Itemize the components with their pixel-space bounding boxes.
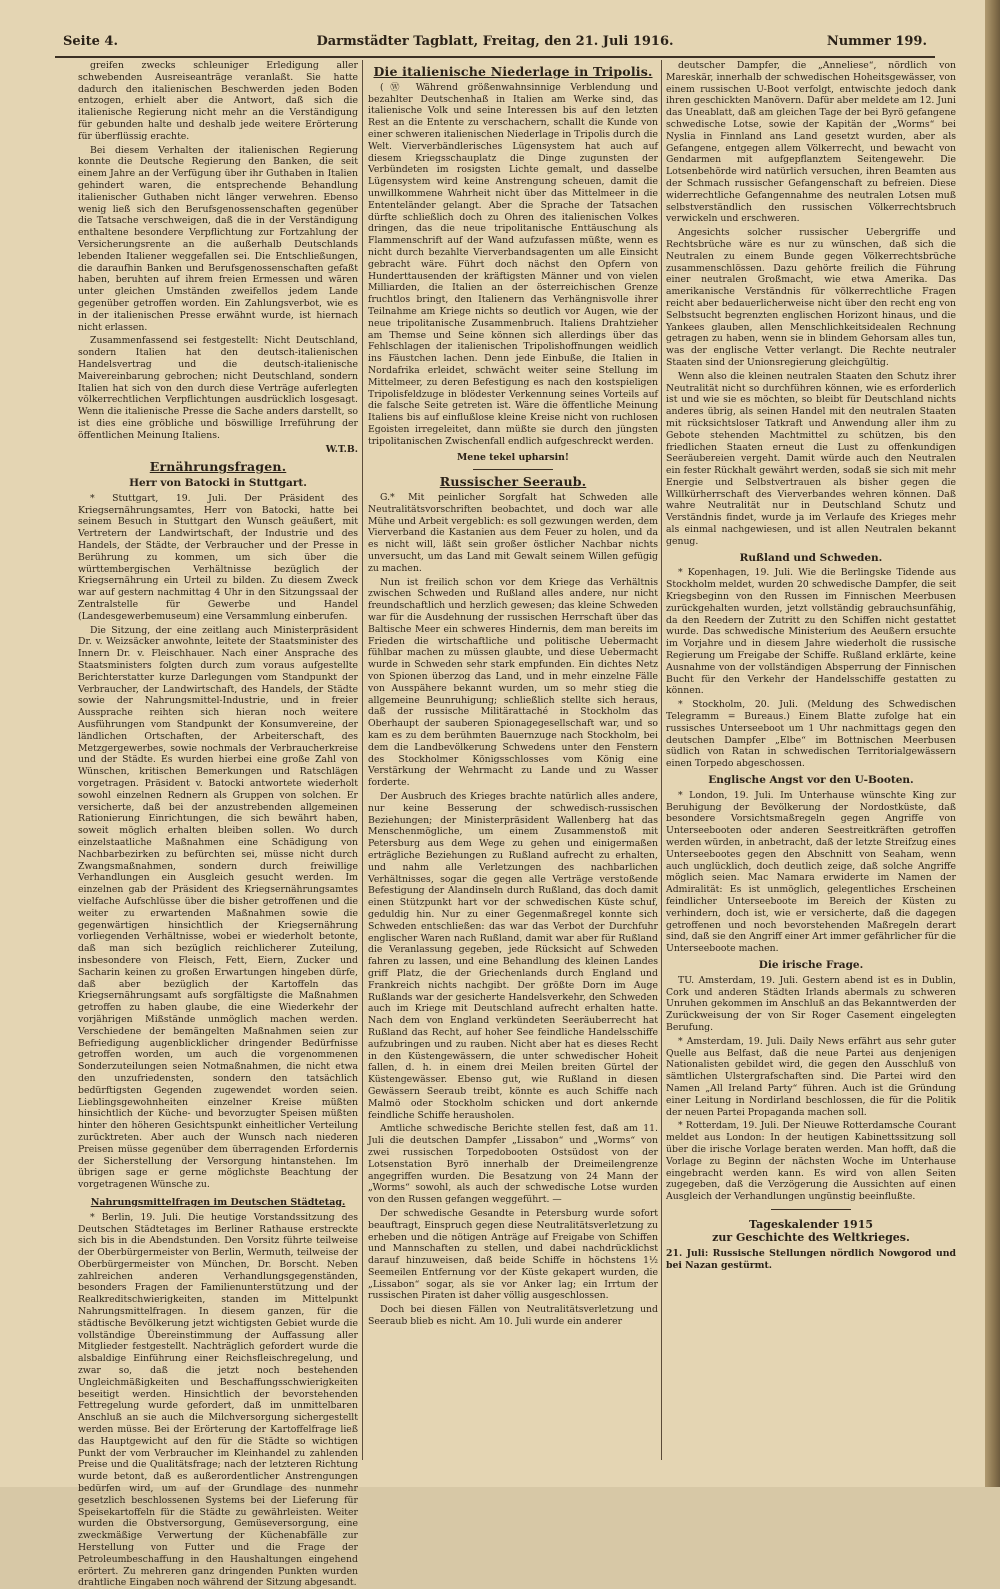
article-paragraph: * London, 19. Juli. Im Unterhause wünschte King zur Beruhigung der Bevölkerung der Nordostküste, daß besondere Vorsichtsmaßregeln gegen Angriffe von Unterseebooten oder anderen Seestreitkräften getroffen werden würden, in anbetracht, daß der letzte Streifzug eines Unterseebootes gegen den Abschnitt von Seaham, wenn auch unglücklich, doch deutlich zeige, daß solche Angriffe möglich seien. Mac Namara erwiderte im Namen der Admiralität: Es ist unmöglich, gelegentliches Erscheinen feindlicher Unterseeboote im Bereich der Küsten zu verhindern, doch ist, wie er versicherte, daß die dagegen getroffenen und noch bevorstehenden Maßregeln derart sind, daß sie den Angriff einer Art immer gefährlicher für die Unterseeboote machen. xyxy=(666,789,956,955)
article-paragraph: (Ⓦ Während größenwahnsinnige Verblendung und bezahlter Deutschenhaß in Italien am Werke sind, das italienische Volk und seine Interessen bis auf den letzten Rest an die Entente zu verschachern, schallt die Kunde von einer schweren italienischen Niederlage in Tripolis durch die Welt. Vierverbändlerisches Lügensystem hat auch auf diesem Kriegsschauplatz die Dinge zugunsten der Verbündeten im rosigsten Lichte gemalt, und dasselbe Lügensystem wird keine Anstrengung scheuen, damit die unwillkommene Wahrheit nicht über das Mittelmeer in die Ententeländer gelangt. Aber die Sprache der Tatsachen dürfte schließlich doch zu Ohren des italienischen Volkes dringen, das die neue tripolitanische Enttäuschung als Flammenschrift auf der Wand aufzufassen müßte, wenn es nicht durch bezahlte Vierverbandsagenten um alle Einsicht gebracht wäre. Führt doch nächst den Opfern von Hunderttausenden der kräftigsten Männer und von vielen Milliarden, die Italien an der österreichischen Grenze fruchtlos bringt, den Italienern das Verhängnisvolle ihrer Teilnahme am Kriege nichts so deutlich vor Augen, wie der neue tripolitanische Zusammenbruch. Italiens Drahtzieher am Themse und Seine können sich allerdings über das Fehlschlagen der italienischen Tripolishoffnungen weidlich ins Fäustchen lachen. Denn jede Einbuße, die Italien in Nordafrika erleidet, schwächt weiter seine Stellung im Mittelmeer, zu deren Befestigung es nach den kostspieligen Tripolisfeldzuge in blödester Verkennung seines Vorteils auf die falsche Seite getreten ist. Wäre die öffentliche Meinung Italiens bis auf einflußlose kleine Kreise nicht von ruchlosen Egoisten irregeleitet, dann müßte sie durch den jüngsten tripolitanischen Zwischenfall endlich aufgeschreckt werden. xyxy=(368,81,658,447)
article-paragraph: Die Sitzung, der eine zeitlang auch Ministerpräsident Dr. v. Weizsäcker anwohnte, leitete der Staatsminister des Innern Dr. v. Fleischhauer. Nach einer Ansprache des Staatsministers folgten durch zum voraus aufgestellte Berichterstatter kurze Darlegungen vom Standpunkt der Verbraucher, der Landwirtschaft, des Handels, der Städte sowie der Nahrungsmittel-Industrie, und in freier Aussprache reihten sich hieran noch weitere Ausführungen vom Standpunkt der Konsumvereine, der ländlichen Ortschaften, der Arbeiterschaft, des Metzgergewerbes, sowie nochmals der Verbraucherkreise und der Städte. Es wurden hierbei eine große Zahl von Wünschen, kritischen Bemerkungen und Ratschlägen vorgetragen. Präsident v. Batocki antwortete wiederholt sowohl einzelnen Rednern als Gruppen von solchen. Er versicherte, daß bei der anzustrebenden allgemeinen Rationierung Einrichtungen, die sich bewährt haben, soweit möglich erhalten bleiben sollen. Wo durch einzelstaatliche Maßnahmen eine Schädigung von Nachbarbezirken zu befürchten sei, müsse nicht durch Zwangsmaßnahmen, sondern durch freiwillige Verhandlungen ein Ausgleich gesucht werden. Im einzelnen gab der Präsident des Kriegsernährungsamtes vielfache Aufschlüsse über die bisher getroffenen und die weiter zu erwartenden Maßnahmen sowie die gegenwärtigen hinsichtlich der Kriegsernährung vorliegenden Verhältnisse, wobei er wiederholt betonte, daß man sich bezüglich reichlicherer Zuteilung, insbesondere von Fleisch, Fett, Eiern, Zucker und Sacharin keinen zu großen Erwartungen hingeben dürfe, daß aber bezüglich der Kartoffeln das Kriegsernährungsamt aufs sorgfältigste die Maßnahmen getroffen zu haben glaube, die eine Wiederkehr der vorjährigen Mißstände unmöglich machen werden. Verschiedene der bemängelten Maßnahmen seien zur Befriedigung augenblicklicher dringender Bedürfnisse getroffen worden, um auch die vorgenommenen Sonderzuteilungen seien Notmaßnahmen, die nicht etwa den unzufriedensten, sondern den tatsächlich bedürftigsten Gegenden zugewendet worden seien. Lieblingsgewohnheiten einzelner Kreise müßten hinsichtlich der Küche- und bevorzugter Speisen müßten hinter den höheren Gesichtspunkt einheitlicher Verteilung zurücktreten. Aber auch der Wunsch nach niederen Preisen müsse gegenüber dem überragenden Erfordernis der Sicherstellung der Versorgung hintanstehen. Im übrigen sage er gerne möglichste Beachtung der vorgetragenen Wünsche zu. xyxy=(78,624,358,1191)
article-paragraph: * Berlin, 19. Juli. Die heutige Vorstandssitzung des Deutschen Städtetages im Berliner Rathause erstreckte sich bis in die Abendstunden. Den Vorsitz führte teilweise der Oberbürgermeister von Berlin, Wermuth, teilweise der Oberbürgermeister von München, Dr. Borscht. Neben zahlreichen anderen Verhandlungsgegenständen, besonders Fragen der Familienunterstützung und der Realkreditschwierigkeiten, standen im Mittelpunkt Nahrungsmittelfragen. In diesem ganzen, für die städtische Bevölkerung jetzt wichtigsten Gebiet wurde die vollständige Übereinstimmung der Auffassung aller Mitglieder festgestellt. Nachträglich gefordert wurde die alsbaldige Einführung einer Reichsfleischregelung, und zwar so, daß die jetzt noch bestehenden Ungleichmäßigkeiten und Beschaffungsschwierigkeiten beseitigt werden. Hinsichtlich der bevorstehenden Fettregelung wurde gefordert, daß im unmittelbaren Anschluß an sie auch die Milchversorgung sichergestellt werden müsse. Bei der Erörterung der Kartoffelfrage ließ das Hauptgewicht auf den für die Städte so wichtigen Punkt der vom Verbraucher im Kleinhandel zu zahlenden Preise und die Qualitätsfrage; nach der letzteren Richtung wurde betont, daß es außerordentlicher Anstrengungen bedürfen wird, um auf der Grundlage des nunmehr gesetzlich beschlossenen Systems bei der Lieferung für Speisekartoffeln für die Städte zu gewährleisten. Weiter wurden die Obstversorgung, Gemüseversorgung, eine zweckmäßige Verwertung der Küchenabfälle zur Herstellung von Futter und die Frage der Petroleumbeschaffung in den Haushaltungen eingehend erörtert. Zu mehreren ganz dringenden Punkten wurden drahtliche Eingaben noch während der Sitzung abgesandt. xyxy=(78,1211,358,1589)
article-paragraph: Bei diesem Verhalten der italienischen Regierung konnte die Deutsche Regierung den Banken, die seit einem Jahre an der Verfügung über ihr Guthaben in Italien gehindert waren, die entsprechende Behandlung italienischer Guthaben nicht länger verwehren. Ebenso wenig ließ sich den Berufsgenossenschaften gegenüber die Tatsache verschweigen, daß die in der Verständigung enthaltene besondere Verpflichtung zur Fortzahlung der Versicherungsrente an die außerhalb Deutschlands lebenden Italiener weggefallen sei. Die Entschließungen, die daraufhin Banken und Berufsgenossenschaften gefaßt haben, beruhten auf ihrem freien Ermessen und wären unter gleichen Umständen zweifellos jedem Lande gegenüber getroffen worden. Ein Zahlungsverbot, wie es in der italienischen Presse erwähnt wurde, ist hiernach nicht erlassen. xyxy=(78,144,358,333)
issue-number: Nummer 199. xyxy=(826,34,927,49)
article-paragraph: * Stockholm, 20. Juli. (Meldung des Schwedischen Telegramm = Bureaus.) Einem Blatte zufolge hat ein russisches Unterseeboot um 1 Uhr nachmittags gegen den deutschen Dampfer „Elbe“ im Bottnischen Meerbusen südlich von Ratan in schwedischen Territorialgewässern einen Torpedo abgeschossen. xyxy=(666,699,956,770)
article-paragraph: Wenn also die kleinen neutralen Staaten den Schutz ihrer Neutralität nicht so durchführen können, wie es erforderlich ist und wie sie es möchten, so bleibt für Deutschland nichts anderes übrig, als seinen Handel mit den neutralen Staaten mit rücksichtsloser Tatkraft und Anwendung aller ihm zu Gebote stehenden Machtmittel zu schützen, bis den friedlichen Staaten erneut die Lust zu offenkundigen Seeräubereien vergeht. Damit würde auch den Neutralen ein fester Rückhalt gewährt werden, sodaß sie sich mit mehr Energie und Selbstvertrauen als bisher gegen die Willkürherrschaft des Vierverbandes wehren können. Daß wahre Neutralität nur in Deutschland Schutz und Verständnis findet, wurde ja im Verlaufe des Krieges mehr als einmal nachgewiesen, und ist allen Neutralen bekannt genug. xyxy=(666,370,956,547)
column-right xyxy=(666,60,956,1460)
article-paragraph: * Kopenhagen, 19. Juli. Wie die Berlingske Tidende aus Stockholm meldet, wurden 20 schwedische Dampfer, die seit Kriegsbeginn von den Russen im Finnischen Meerbusen zurückgehalten wurden, jetzt vollständig gebrauchsunfähig, da den Reedern der Zutritt zu den Schiffen nicht gestattet wurde. Das schwedische Ministerium des Aeußern ersuchte im Vorjahre und in diesem Jahre wiederholt die russische Regierung um Freigabe der Schiffe. Rußland erklärte, keine Ausnahme von der vollständigen Absperrung der Finnischen Bucht für den Verkehr der Handelsschiffe gestatten zu können. xyxy=(666,567,956,697)
section-title-seeraub: Russischer Seeraub. xyxy=(439,474,587,490)
section-title-ernaehrung: Ernährungsfragen. xyxy=(149,459,287,475)
section-title-tripolis: Die italienische Niederlage in Tripolis. xyxy=(373,64,653,79)
divider xyxy=(473,469,553,470)
article-paragraph: G.* Mit peinlicher Sorgfalt hat Schweden alle Neutralitätsvorschriften beobachtet, und doch war alle Mühe und Arbeit vergeblich: es soll gezwungen werden, dem Vierverband die Kastanien aus dem Feuer zu holen, und da es nicht will, läßt sein großer östlicher Nachbar nichts unversucht, um das Land mit Gewalt seinem Willen gefügig zu machen. xyxy=(368,492,658,574)
column-divider xyxy=(661,60,662,1460)
article-paragraph: greifen zwecks schleuniger Erledigung aller schwebenden Ausreiseanträge veranlaßt. Sie hatte dadurch den italienischen Beschwerden jeden Boden entzogen, erhielt aber die Antwort, daß sich die italienische Regierung nicht mehr an die Verständigung für gebunden halte und deshalb jede weitere Erörterung für überflüssig erachte. xyxy=(78,60,358,142)
article-paragraph: Der schwedische Gesandte in Petersburg wurde sofort beauftragt, Einspruch gegen diese Neutralitätsverletzung zu erheben und die nötigen Anträge auf Freigabe von Schiffen und Mannschaften zu stellen, und dabei nachdrücklichst darauf hinzuweisen, daß beide Schiffe in höchstens 1½ Seemeilen Entfernung vor der Küste gekapert wurden, die „Lissabon“ sogar, als sie vor Anker lag; ein Irrtum der russischen Piraten ist daher völlig ausgeschlossen. xyxy=(368,1207,658,1302)
section-title-englische-angst: Englische Angst vor den U-Booten. xyxy=(708,774,914,787)
article-closing: Mene tekel upharsin! xyxy=(457,451,569,463)
article-paragraph: Zusammenfassend sei festgestellt: Nicht Deutschland, sondern Italien hat den deutsch-italienischen Handelsvertrag und die deutsch-italienische Maivereinbarung gebrochen; nicht Deutschland, sondern Italien hat sich von den durch diese Verträge auferlegten völkerrechtlichen Verpflichtungen ausdrücklich losgesagt. Wenn die italienische Presse die Sache anders darstellt, so ist dies eine gröbliche und böswillige Irreführung der öffentlichen Meinung Italiens. xyxy=(78,335,358,441)
column-middle xyxy=(368,60,658,1460)
page-binding-edge xyxy=(985,0,1000,1487)
section-subtitle-batocki: Herr von Batocki in Stuttgart. xyxy=(129,477,307,490)
article-paragraph: * Stuttgart, 19. Juli. Der Präsident des Kriegsernährungsamtes, Herr von Batocki, hatte bei seinem Besuch in Stuttgart den Wunsch geäußert, mit Vertretern der Landwirtschaft, der Industrie und des Handels, der Städte, der Verbraucher und der Presse in Berührung zu kommen, um sich über die württembergischen Verhältnisse bezüglich der Kriegsernährung ein Urteil zu bilden. Zu diesem Zweck war auf gestern nachmittag 4 Uhr in den Sitzungssaal der Zentralstelle für Gewerbe und Handel (Landesgewerbemuseum) eine Versammlung einberufen. xyxy=(78,492,358,622)
page-number: Seite 4. xyxy=(63,34,118,49)
article-paragraph: Der Ausbruch des Krieges brachte natürlich alles andere, nur keine Besserung der schwedisch-russischen Beziehungen; der Ministerpräsident Wallenberg hat das Menschenmögliche, um einem Zusammenstoß mit Petersburg aus dem Wege zu gehen und einigermaßen erträgliche Beziehungen zu Rußland aufrecht zu erhalten, und nahm alle Verletzungen des nachbarlichen Verhältnisses, sogar die gegen alle Verträge verstoßende Befestigung der Alandinseln durch Rußland, das doch damit einen Stützpunkt hart vor der schwedischen Küste schuf, geduldig hin. Nur zu einer Gegenmaßregel konnte sich Schweden entschließen: das war das Verbot der Durchfuhr englischer Waren nach Rußland, damit war aber für Rußland die Veranlassung gegeben, jede Rücksicht auf Schweden fahren zu lassen, und eine Behandlung des kleinen Landes griff Platz, die der Griechenlands durch England und Frankreich nichts nachgibt. Der größte Dorn im Auge Rußlands war der gesicherte Handelsverkehr, den Schweden auch im Kriege mit Deutschland aufrecht erhalten hatte. Nach dem von England verkündeten Seeräuberrecht hat Rußland das Recht, auf hoher See feindliche Handelsschiffe aufzubringen und zu rauben. Nicht aber hat es dieses Recht in den Küstengewässern, die unter schwedischer Hoheit fallen, d. h. in einem drei Meilen breiten Gürtel der Küstengewässer. Ebenso gut, wie Rußland in diesen Gewässern Seeraub treibt, könnte es auch Schiffe nach Malmö oder Stockholm schicken und dort ankernde feindliche Schiffe herausholen. xyxy=(368,791,658,1121)
divider xyxy=(771,1209,851,1210)
article-paragraph: * Amsterdam, 19. Juli. Daily News erfährt aus sehr guter Quelle aus Belfast, daß die neue Partei aus denjenigen Nationalisten gebildet wird, die gegen den Ausschluß von sämtlichen Ulstergrafschaften sind. Die Partei wird den Namen „All Ireland Party“ führen. Auch ist die Gründung einer Leitung in Nordirland beschlossen, die für die Politik der neuen Partei Propaganda machen soll. xyxy=(666,1035,956,1118)
calendar-title-line: zur Geschichte des Weltkrieges. xyxy=(712,1230,910,1244)
article-paragraph: Amtliche schwedische Berichte stellen fest, daß am 11. Juli die deutschen Dampfer „Lissabon“ und „Worms“ von zwei russischen Torpedobooten Ostsüdost von der Lotsenstation Byrö innerhalb der Dreimeilengrenze angegriffen wurden. Die Besatzung von 24 Mann der „Worms“ sowohl, als auch der schwedische Lotse wurden von den Russen gefangen weggeführt. — xyxy=(368,1123,658,1206)
section-title-irische-frage: Die irische Frage. xyxy=(758,958,864,971)
article-paragraph: deutscher Dampfer, die „Anneliese“, nördlich von Mareskär, innerhalb der schwedischen Hoheitsgewässer, von einem russischen U-Boot verfolgt, entwischte jedoch dank ihren geschickten Manövern. Dafür aber meldete am 12. Juni das Uneablatt, daß am gleichen Tage der bei Byrö gefangene schwedische Lotse, sowie der Kapitän der „Worms“ bei Nyslia in Finnland ans Land gesetzt wurden, aber als Gefangene, entgegen allem Völkerrecht, und bewacht von Gendarmen mit aufgepflanztem Seitengewehr. Die Lotsenbehörde wird natürlich versuchen, ihren Beamten aus der Schmach russischer Gefangenschaft zu befreien. Diese widerrechtliche Gefangennahme des neutralen Lotsen muß selbstverständlich den russischen Völkerrechtsbruch verwickeln und erschweren. xyxy=(666,60,956,225)
masthead: Darmstädter Tagblatt, Freitag, den 21. Juli 1916. xyxy=(316,34,674,49)
page-header xyxy=(55,30,935,58)
article-paragraph: TU. Amsterdam, 19. Juli. Gestern abend ist es in Dublin, Cork und anderen Städten Irlands abermals zu schweren Unruhen gekommen im Anschluß an das Bekanntwerden der Zurückweisung der von Sir Roger Casement eingelegten Berufung. xyxy=(666,974,956,1033)
article-paragraph: Angesichts solcher russischer Uebergriffe und Rechtsbrüche wäre es nur zu wünschen, daß sich die Neutralen zu einem Bunde gegen Völkerrechtsbrüche zusammenschlössen. Dazu gehörte freilich die Führung einer neutralen Großmacht, wie etwa Amerika. Das amerikanische Verständnis für völkerrechtliche Fragen reicht aber bedauerlicherweise nicht über den recht eng von Selbstsucht begrenzten englischen Horizont hinaus, und die Yankees glauben, allen Menschlichkeitsidealen Rechnung getragen zu haben, wenn sie in blindem Gehorsam alles tun, was der englische Vetter verlangt. Die Rechte neutraler Staaten sind der Unionsregierung gleichgültig. xyxy=(666,227,956,368)
column-divider xyxy=(362,60,363,1460)
section-title-staedtetag: Nahrungsmittelfragen im Deutschen Städtetag. xyxy=(90,1196,346,1208)
section-title-russland-schweden: Rußland und Schweden. xyxy=(739,551,883,564)
article-paragraph: * Rotterdam, 19. Juli. Der Nieuwe Rotterdamsche Courant meldet aus London: In der heutigen Kabinettssitzung soll über die irische Vorlage beraten werden. Man hofft, daß die Vorlage zu Beginn der nächsten Woche im Unterhause eingebracht werden kann. Es wird von allen Seiten zugegeben, daß die Verzögerung die Aussichten auf einen Ausgleich der Verhandlungen ungünstig beeinflußte. xyxy=(666,1120,956,1203)
calendar-title-line: Tageskalender 1915 xyxy=(749,1217,873,1231)
calendar-entry: 21. Juli: Russische Stellungen nördlich Nowgorod und bei Nazan gestürmt. xyxy=(666,1247,956,1271)
article-signature: W.T.B. xyxy=(325,443,358,455)
article-paragraph: Doch bei diesen Fällen von Neutralitätsverletzung und Seeraub blieb es nicht. Am 10. Juli wurde ein anderer xyxy=(368,1304,658,1328)
column-left xyxy=(78,60,358,1589)
calendar-title xyxy=(666,1218,956,1244)
article-paragraph: Nun ist freilich schon vor dem Kriege das Verhältnis zwischen Schweden und Rußland alles andere, nur nicht freundschaftlich und herzlich gewesen; das kleine Schweden war für die Ausdehnung der russischen Herrschaft über das Baltische Meer ein schweres Hindernis, dem man bereits im Frieden die wirtschaftliche und politische Uebermacht fühlbar machen zu müssen glaubte, und diese Uebermacht wurde in Schweden sehr stark empfunden. Ein dichtes Netz von Spionen überzog das Land, und in mehr einzelne Fälle von Ausspähere bekannt wurden, um so mehr stieg die allgemeine Beunruhigung; schließlich stellte sich heraus, daß der russische Militärattaché in Stockholm das Oberhaupt der sauberen Spionagegesellschaft war, und so kam es zu dem berühmten Bauernzuge nach Stockholm, bei dem die Landbevölkerung Schwedens unter den Fenstern des Stockholmer Königsschlosses vom König eine Verstärkung der Wehrmacht zu Lande und zu Wasser forderte. xyxy=(368,576,658,789)
